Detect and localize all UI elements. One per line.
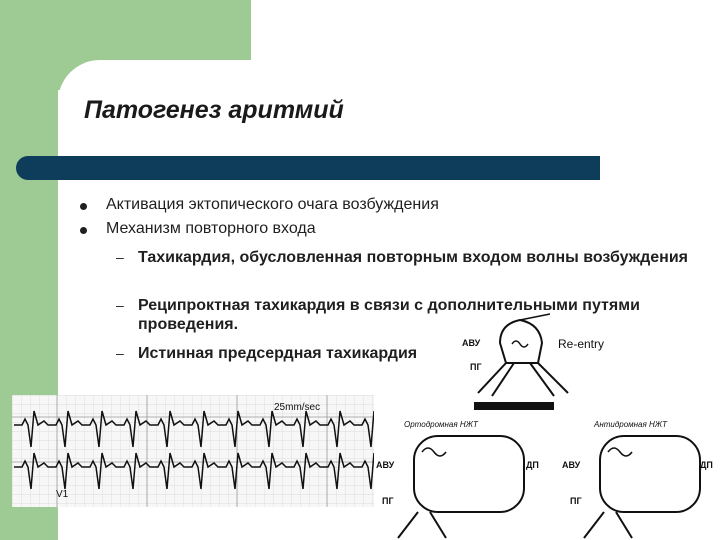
ecg-speed-label: 25mm/sec: [274, 402, 321, 413]
reentry-loop: [500, 320, 542, 363]
sub-bullet-item: Тахикардия, обусловленная повторным входом волны возбуждения: [138, 249, 688, 266]
orthodromic-diagram: [374, 416, 550, 540]
sub-bullet-dash: –: [116, 345, 124, 361]
bullet-item: Механизм повторного входа: [106, 220, 316, 237]
avu-label: АВУ: [376, 460, 395, 470]
reentry-label: Re-entry: [558, 337, 605, 351]
bullet-item: Активация эктопического очага возбуждения: [106, 196, 439, 213]
ecg-strip: [12, 395, 374, 507]
avu-label: АВУ: [462, 338, 481, 348]
bullet-dot: [80, 227, 87, 234]
antidromic-diagram: [558, 416, 718, 540]
sub-bullet-dash: –: [116, 297, 124, 313]
reentry-base: [474, 402, 554, 410]
title-divider-bar: [16, 156, 600, 180]
reentry-diagram: [450, 308, 625, 414]
anti-node: [608, 448, 632, 456]
ortho-branches: [398, 512, 446, 538]
ortho-loop: [414, 436, 524, 512]
pg-label: ПГ: [382, 496, 394, 506]
ortho-node: [422, 448, 446, 456]
ortho-title: Ортодромная НЖТ: [404, 420, 478, 429]
dp-label: ДП: [700, 460, 713, 470]
dp-label: ДП: [526, 460, 539, 470]
pg-label: ПГ: [570, 496, 582, 506]
sub-bullet-item: Реципроктная тахикардия в связи с дополнительными путями проведения.: [138, 297, 640, 333]
ecg-lead-label: V1: [56, 489, 69, 500]
reentry-node: [512, 341, 528, 347]
pg-label: ПГ: [470, 362, 482, 372]
avu-label: АВУ: [562, 460, 581, 470]
reentry-arrow: [520, 314, 550, 320]
sub-bullet-item: Истинная предсердная тахикардия: [138, 345, 418, 362]
reentry-branches: [478, 363, 568, 396]
bullet-dot: [80, 203, 87, 210]
anti-branches: [584, 512, 632, 538]
sub-bullet-dash: –: [116, 249, 124, 265]
slide-title: Патогенез аритмий: [84, 96, 344, 124]
anti-title: Антидромная НЖТ: [594, 420, 668, 429]
